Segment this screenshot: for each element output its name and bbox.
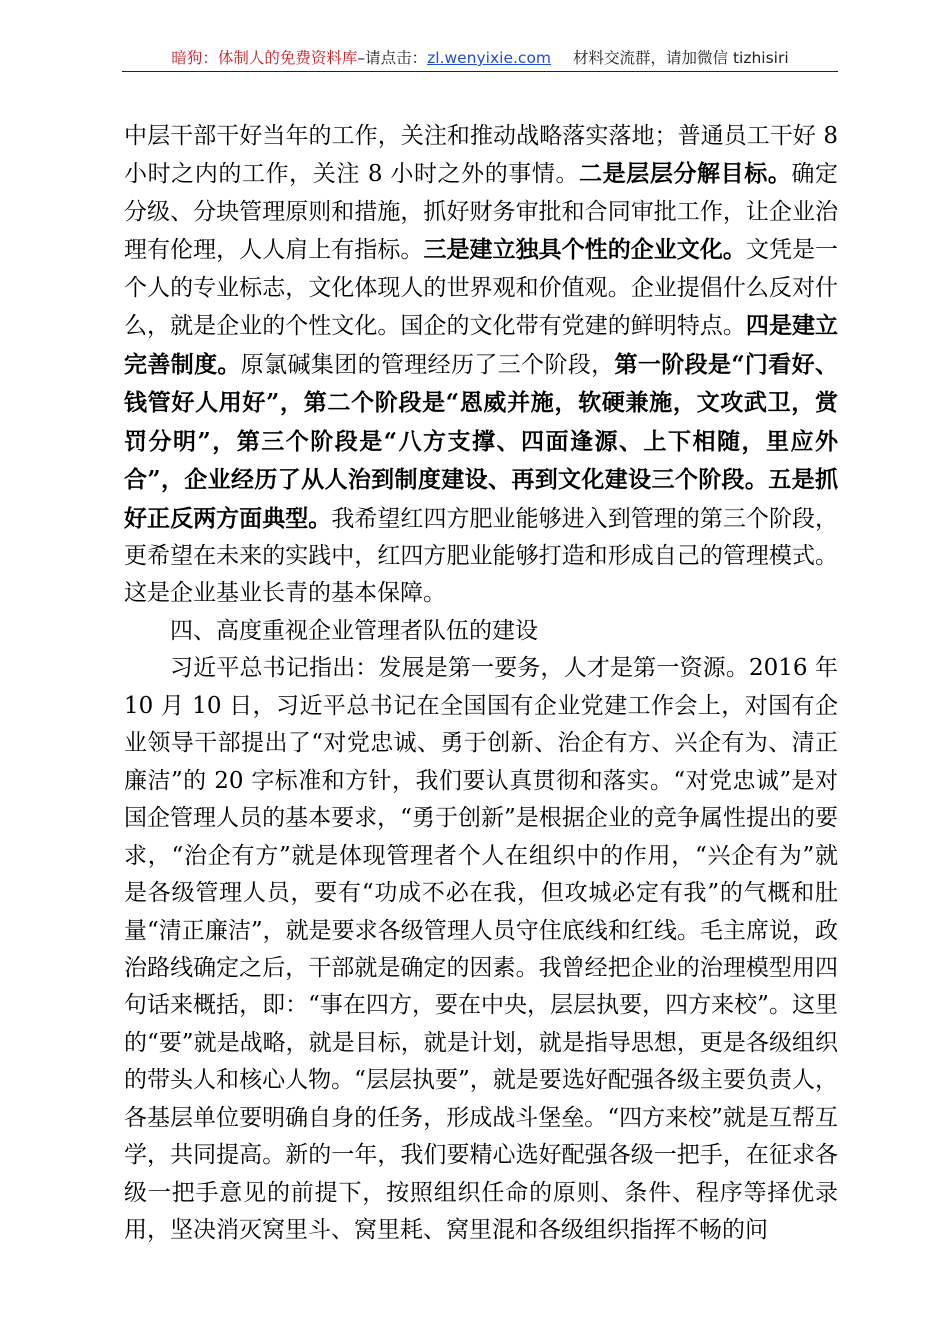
paragraph	[124, 613, 838, 650]
text-run: 原氯碱集团的管理经历了三个阶段，	[240, 351, 615, 378]
bold-text-run: 三是建立独具个性的企业文化。	[423, 236, 746, 264]
document-body	[124, 118, 838, 1250]
text-run: 我希望红四方肥业能够进入到管理的第三个阶段，更希望在未来的实践中，红四方肥业能够打造和形成自己的管理模式。这是企业基业长青的基本保障。	[124, 505, 839, 607]
header-click-prompt: –请点击：	[357, 49, 428, 67]
bold-text-run: 四是建立完善制度。	[124, 312, 839, 378]
paragraph	[124, 118, 838, 613]
page-header	[122, 46, 838, 68]
text-run: 中层干部干好当年的工作，关注和推动战略落实落地；普通员工干好 8 小时之内的工作，关注 8 小时之外的事情。	[124, 123, 838, 188]
text-run: 确定分级、分块管理原则和措施，抓好财务审批和合同审批工作，让企业治理有伦理，人人肩上有指标。	[124, 161, 839, 264]
paragraph	[124, 650, 838, 1249]
bold-text-run: 第一阶段是“门看好、钱管好人用好”，第二个阶段是“恩威并施，软硬兼施，文攻武卫，赏罚分明”，第三个阶段是“八方支撑、四面逢源、上下相随，里应外合”，企业经历了从人治到制度建设、再到文化建设三个阶段。五是抓好正反两方面典型。	[124, 350, 839, 532]
header-divider	[122, 71, 838, 72]
header-site-name: 暗狗：体制人的免费资料库	[171, 49, 358, 67]
text-run: 习近平总书记指出：发展是第一要务，人才是第一资源。2016 年 10 月 10 日，习近平总书记在全国国有企业党建工作会上，对国有企业领导干部提出了“对党忠诚、勇于创新、治企有方、兴企有为、清正廉洁”的 20 字标准和方针，我们要认真贯彻和落实。“对党忠诚”是对国企管理人员的基本要求，“勇于创新”是根据企业的竞争属性提出的要求，“治企有方”就是体现管理者个人在组织中的作用，“兴企有为”就是各级管理人员，要有“功成不必在我，但攻城必定有我”的气概和肚量“清正廉洁”，就是要求各级管理人员守住底线和红线。毛主席说，政治路线确定之后，干部就是确定的因素。我曾经把企业的治理模型用四句话来概括，即：“事在四方，要在中央，层层执要，四方来校”。这里的“要”就是战略，就是目标，就是计划，就是指导思想，更是各级组织的带头人和核心人物。“层层执要”，就是要选好配强各级主要负责人，各基层单位要明确自身的任务，形成战斗堡垒。“四方来校”就是互帮互学，共同提高。新的一年，我们要精心选好配强各级一把手，在征求各级一把手意见的前提下，按照组织任命的原则、条件、程序等择优录用，坚决消灭窝里斗、窝里耗、窝里混和各级组织指挥不畅的问	[124, 655, 838, 1244]
text-run: 文凭是一个人的专业标志，文化体现人的世界观和价值观。企业提倡什么反对什么，就是企业的个性文化。国企的文化带有党建的鲜明特点。	[124, 237, 839, 340]
bold-text-run: 二是层层分解目标。	[579, 160, 792, 188]
header-contact: 材料交流群，请加微信 tizhisiri	[573, 49, 789, 67]
text-run: 四、高度重视企业管理者队伍的建设	[170, 617, 538, 644]
header-link[interactable]: zl.wenyixie.com	[427, 49, 552, 67]
